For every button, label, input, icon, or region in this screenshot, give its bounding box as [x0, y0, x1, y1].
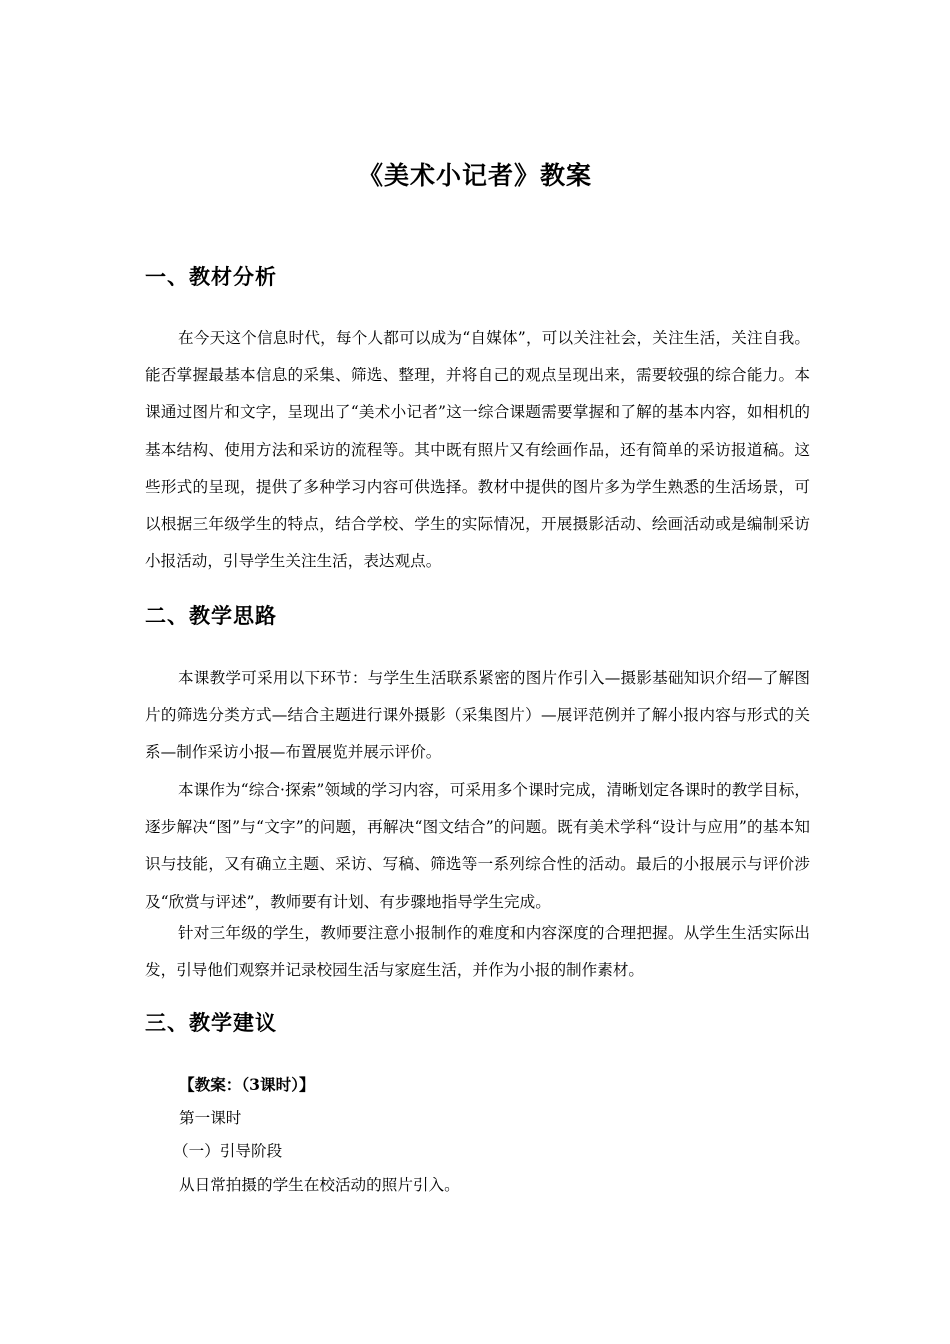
section-heading-teaching-approach: 二、教学思路 [145, 604, 277, 628]
lesson-plan-label: 【教案：（3课时）】 [179, 1075, 315, 1094]
section-paragraph: 在今天这个信息时代，每个人都可以成为“自媒体”，可以关注社会，关注生活，关注自我。能否掌握最基本信息的采集、筛选、整理，并将自己的观点呈现出来，需要较强的综合能力。本课通过图片和文字，呈现出了“美术小记者”这一综合课题需要掌握和了解的基本内容，如相机的基本结构、使用方法和采访的流程等。其中既有照片又有绘画作品，还有简单的采访报道稿。这些形式的呈现，提供了多种学习内容可供选择。教材中提供的图片多为学生熟悉的生活场景，可以根据三年级学生的特点，结合学校、学生的实际情况，开展摄影活动、绘画活动或是编制采访小报活动，引导学生关注生活，表达观点。 [145, 329, 810, 571]
section-paragraph: 本课教学可采用以下环节：与学生生活联系紧密的图片作引入—摄影基础知识介绍—了解图片的筛选分类方式—结合主题进行课外摄影（采集图片）—展评范例并了解小报内容与形式的关系—制作采访小报—布置展览并展示评价。 [145, 669, 810, 762]
document-title: 《美术小记者》教案 [357, 161, 592, 190]
section-heading-textbook-analysis: 一、教材分析 [145, 265, 277, 289]
section-paragraph: 针对三年级的学生，教师要注意小报制作的难度和内容深度的合理把握。从学生生活实际出发，引导他们观察并记录校园生活与家庭生活，并作为小报的制作素材。 [145, 924, 810, 980]
section-paragraph: 本课作为“综合·探索”领域的学习内容，可采用多个课时完成，清晰划定各课时的教学目标，逐步解决“图”与“文字”的问题，再解决“图文结合”的问题。既有美术学科“设计与应用”的基本知识与技能，又有确立主题、采访、写稿、筛选等一系列综合性的活动。最后的小报展示与评价涉及“欣赏与评述”，教师要有计划、有步骤地指导学生完成。 [145, 781, 810, 911]
stage-text: 从日常拍摄的学生在校活动的照片引入。 [179, 1176, 460, 1194]
section-heading-teaching-suggestions: 三、教学建议 [145, 1011, 277, 1035]
lesson-label: 第一课时 [179, 1109, 242, 1127]
stage-label: （一）引导阶段 [173, 1142, 283, 1160]
